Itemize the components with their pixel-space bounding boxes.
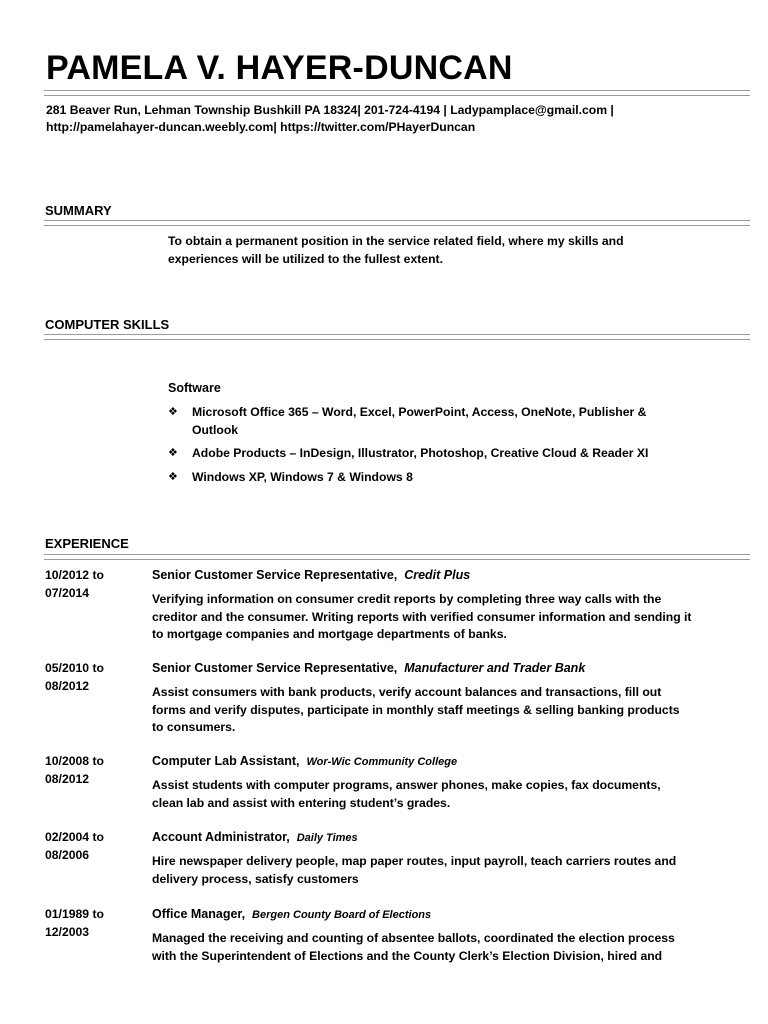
job-title: Senior Customer Service Representative, (152, 568, 398, 582)
software-list (168, 404, 658, 492)
job-description: Assist consumers with bank products, verify account balances and transactions, fill out forms and verify disputes, participate in monthly staff meetings & selling banking products to consumers. (152, 685, 680, 734)
job-title: Account Administrator, (152, 830, 290, 844)
software-item: Adobe Products – InDesign, Illustrator, Photoshop, Creative Cloud & Reader XI (192, 446, 649, 460)
job-title: Office Manager, (152, 907, 246, 921)
job-title-line (152, 659, 585, 677)
job-dates (45, 752, 135, 788)
computer-skills-rule (44, 334, 750, 340)
job-date-from: 05/2010 to (45, 661, 104, 675)
summary-heading: SUMMARY (45, 203, 112, 218)
job-company: Manufacturer and Trader Bank (404, 661, 586, 675)
job-date-from: 10/2008 to (45, 754, 104, 768)
job-dates (45, 905, 135, 941)
list-item (168, 445, 658, 463)
software-subheading: Software (168, 381, 221, 395)
job-date-from: 01/1989 to (45, 907, 104, 921)
job-dates (45, 828, 135, 864)
contact-line-2: http://pamelahayer-duncan.weebly.com| https://twitter.com/PHayerDuncan (46, 120, 476, 134)
experience-rule (44, 554, 750, 560)
job-title-line (152, 828, 358, 847)
job-dates (45, 566, 135, 602)
experience-heading: EXPERIENCE (45, 536, 129, 551)
software-item: Microsoft Office 365 – Word, Excel, PowerPoint, Access, OneNote, Publisher & Outlook (192, 405, 647, 437)
diamond-bullet-icon: ❖ (168, 470, 178, 483)
job-description: Verifying information on consumer credit reports by completing three way calls with the creditor and the consumer. Writing reports with verified consumer information and sending it to mortgage companies and mortgage departments of banks. (152, 592, 692, 641)
job-date-from: 02/2004 to (45, 830, 104, 844)
job-description: Assist students with computer programs, answer phones, make copies, fax documents, clean lab and assist with entering student’s grades. (152, 778, 661, 810)
job-date-to: 07/2014 (45, 586, 90, 600)
job-title-line (152, 752, 457, 771)
header-rule (44, 90, 750, 96)
job-company: Wor-Wic Community College (306, 756, 458, 768)
summary-text: To obtain a permanent position in the service related field, where my skills and experiences will be utilized to the fullest extent. (168, 234, 624, 266)
job-title-line (152, 566, 470, 584)
job-description: Hire newspaper delivery people, map paper routes, input payroll, teach carriers routes and delivery process, satisfy customers (152, 854, 677, 886)
software-item: Windows XP, Windows 7 & Windows 8 (192, 469, 413, 484)
job-description: Managed the receiving and counting of absentee ballots, coordinated the election process with the Superintendent of Elections and the County Clerk’s Election Division, hired and (152, 931, 675, 963)
list-item (168, 404, 658, 439)
job-date-from: 10/2012 to (45, 568, 104, 582)
summary-rule (44, 220, 750, 226)
job-title-line (152, 905, 431, 924)
diamond-bullet-icon: ❖ (168, 447, 178, 459)
diamond-bullet-icon: ❖ (168, 406, 178, 418)
job-date-to: 08/2012 (45, 679, 90, 693)
job-company: Credit Plus (404, 568, 471, 582)
job-date-to: 08/2006 (45, 848, 90, 862)
job-title: Computer Lab Assistant, (152, 754, 300, 768)
job-dates (45, 659, 135, 695)
contact-info (46, 102, 746, 136)
computer-skills-heading: COMPUTER SKILLS (45, 317, 170, 332)
job-company: Daily Times (296, 832, 358, 844)
list-item (168, 469, 658, 487)
job-company: Bergen County Board of Elections (252, 909, 432, 921)
job-title: Senior Customer Service Representative, (152, 661, 398, 675)
candidate-name: PAMELA V. HAYER-DUNCAN (46, 49, 513, 87)
contact-line-1: 281 Beaver Run, Lehman Township Bushkill PA 18324| 201-724-4194 | Ladypamplace@gmail.com | (46, 103, 614, 117)
job-date-to: 08/2012 (45, 772, 90, 786)
job-date-to: 12/2003 (45, 925, 90, 939)
